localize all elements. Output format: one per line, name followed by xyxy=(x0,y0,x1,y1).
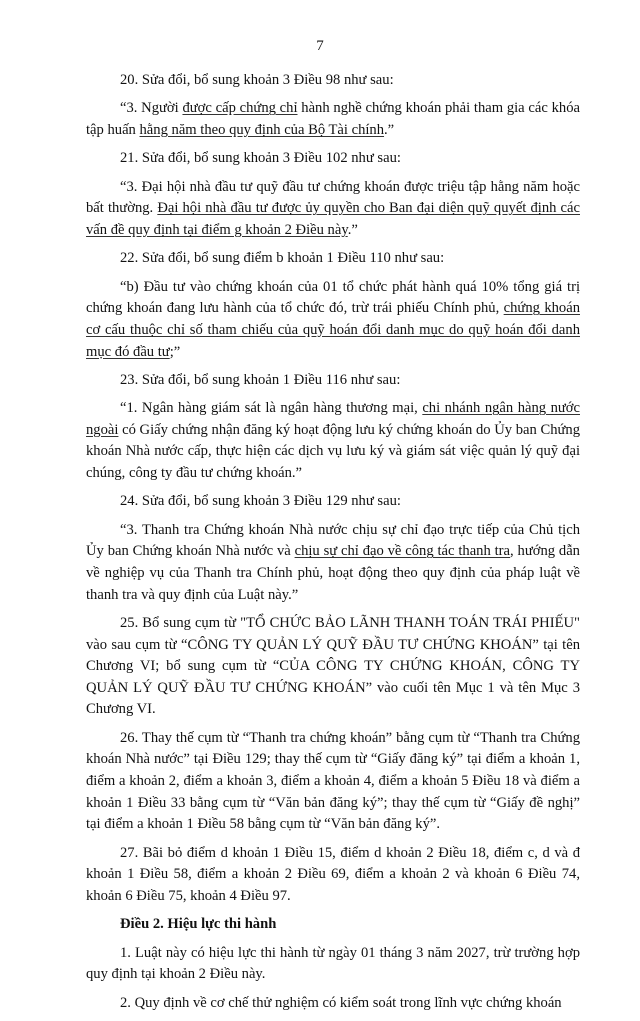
document-body xyxy=(86,70,580,1021)
paragraph-text: .” xyxy=(384,121,395,138)
underlined-text: Đại hội nhà đầu tư được ủy quyền cho Ban đại diện quỹ quyết định các vấn đề quy định tại điểm g khoản 2 Điều này xyxy=(86,200,580,238)
paragraph-text: “b) Đầu tư vào chứng khoán của 01 tổ chức phát hành quá 10% tổng giá trị chứng khoán đang lưu hành của tổ chức đó, trừ trái phiếu Chính phủ, xyxy=(86,278,580,317)
paragraph xyxy=(86,843,580,908)
paragraph-text: 27. Bãi bỏ điểm d khoản 1 Điều 15, điểm d khoản 2 Điều 18, điểm c, d và đ khoản 1 Điều 58, điểm a khoản 2 Điều 69, điểm a khoản 2 và khoản 6 Điều 74, khoản 6 Điều 75, khoản 4 Điều 97. xyxy=(86,844,580,904)
underlined-text: chịu sự chỉ đạo về công tác thanh tra xyxy=(294,543,511,560)
paragraph-text: 20. Sửa đổi, bổ sung khoản 3 Điều 98 như sau: xyxy=(120,72,394,88)
paragraph-text: .” xyxy=(347,221,358,238)
paragraph-text: “3. Đại hội nhà đầu tư quỹ đầu tư chứng khoán được triệu tập hằng năm hoặc bất thường. xyxy=(86,178,580,217)
underlined-text: chi nhánh ngân hàng nước ngoài xyxy=(86,400,580,438)
paragraph-text: 25. Bổ sung cụm từ "TỔ CHỨC BẢO LÃNH THANH TOÁN TRÁI PHIẾU" vào sau cụm từ “CÔNG TY QUẢN LÝ QUỸ ĐẦU TƯ CHỨNG KHOÁN” tại tên Chương VI; bổ sung cụm từ “CỦA CÔNG TY CHỨNG KHOÁN, CÔNG TY QUẢN LÝ QUỸ ĐẦU TƯ CHỨNG KHOÁN” vào cuối tên Mục 1 và tên Mục 3 Chương VI. xyxy=(86,615,580,718)
paragraph xyxy=(86,248,580,270)
paragraph xyxy=(86,98,580,141)
page-number: 7 xyxy=(316,38,324,54)
paragraph-text: , hướng dẫn về nghiệp vụ của Thanh tra Chính phủ, hoạt động theo quy định của pháp luật về thanh tra và quy định của Luật này.” xyxy=(86,543,580,603)
paragraph-text: có Giấy chứng nhận đăng ký hoạt động lưu ký chứng khoán do Ủy ban Chứng khoán Nhà nước cấp, thực hiện các dịch vụ lưu ký và giám sát việc quản lý quỹ đại chúng, công ty đầu tư chứng khoán.” xyxy=(86,421,580,482)
paragraph-text: 22. Sửa đổi, bổ sung điểm b khoản 1 Điều 110 như sau: xyxy=(120,250,445,267)
paragraph-text: 23. Sửa đổi, bổ sung khoản 1 Điều 116 như sau: xyxy=(120,371,401,388)
paragraph-text: “1. Ngân hàng giám sát là ngân hàng thương mại, xyxy=(120,400,423,417)
paragraph xyxy=(86,398,580,484)
paragraph xyxy=(86,277,580,363)
paragraph-text: 26. Thay thế cụm từ “Thanh tra chứng khoán” bằng cụm từ “Thanh tra Chứng khoán Nhà nước” tại Điều 129; thay thế cụm từ “Giấy đăng ký” tại điểm a khoản 1, điểm a khoản 2, điểm a khoản 3, điểm a khoản 4, điểm a khoản 5 Điều 18 và điểm a khoản 1 Điều 33 bằng cụm từ “Văn bản đăng ký”; thay thế cụm từ “Giấy đề nghị” tại điểm a khoản 1 Điều 58 bằng cụm từ “Văn bản đăng ký”. xyxy=(86,729,580,833)
paragraph xyxy=(86,993,580,1015)
paragraph-text: 1. Luật này có hiệu lực thi hành từ ngày 01 tháng 3 năm 2027, trừ trường hợp quy định tại khoản 2 Điều này. xyxy=(86,944,580,983)
paragraph xyxy=(86,148,580,170)
paragraph xyxy=(86,520,580,606)
paragraph-text: ;” xyxy=(169,343,181,360)
underlined-text: hằng năm theo quy định của Bộ Tài chính xyxy=(139,121,385,138)
paragraph-text: hành nghề chứng khoán phải tham gia các khóa tập huấn xyxy=(86,100,580,138)
paragraph xyxy=(86,613,580,721)
paragraph-text: “3. Người xyxy=(120,100,183,117)
paragraph xyxy=(86,370,580,392)
paragraph xyxy=(86,943,580,986)
paragraph-text: 24. Sửa đổi, bổ sung khoản 3 Điều 129 như sau: xyxy=(120,493,401,510)
paragraph xyxy=(86,491,580,513)
paragraph-text: “3. Thanh tra Chứng khoán Nhà nước chịu sự chỉ đạo trực tiếp của Chủ tịch Ủy ban Chứng khoán Nhà nước và xyxy=(86,521,580,560)
paragraph-text: 21. Sửa đổi, bổ sung khoản 3 Điều 102 như sau: xyxy=(120,150,401,167)
paragraph xyxy=(86,728,580,836)
article-heading xyxy=(86,914,580,936)
underlined-text: chứng khoán cơ cấu thuộc chỉ số tham chiếu của quỹ hoán đổi danh mục do quỹ hoán đổi danh mục đó đầu tư xyxy=(86,300,580,360)
underlined-text: được cấp chứng chỉ xyxy=(182,100,298,117)
paragraph xyxy=(86,177,580,242)
paragraph xyxy=(86,70,580,92)
paragraph-text: 2. Quy định về cơ chế thử nghiệm có kiểm soát trong lĩnh vực chứng khoán xyxy=(120,994,562,1011)
paragraph-text: Điều 2. Hiệu lực thi hành xyxy=(120,916,277,933)
